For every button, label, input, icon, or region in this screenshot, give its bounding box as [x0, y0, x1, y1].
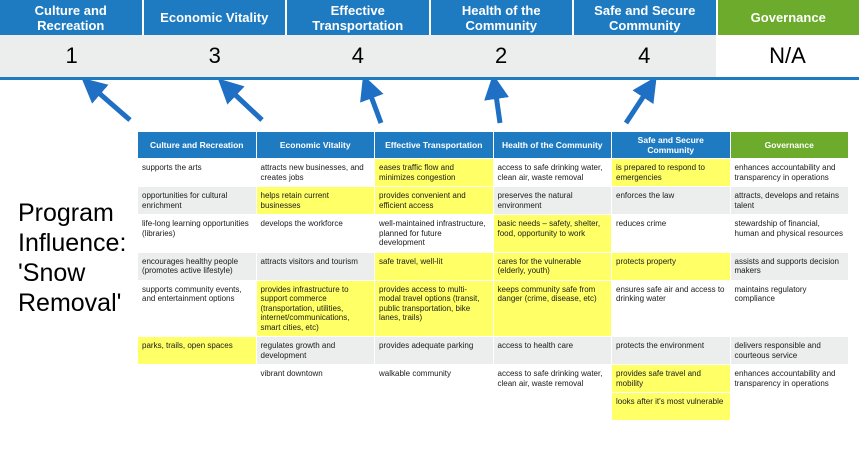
matrix-cell-r3-c3: cares for the vulnerable (elderly, youth)	[493, 252, 612, 280]
table-row	[138, 280, 849, 337]
arrows-svg	[0, 80, 859, 130]
matrix-cell-r0-c2: eases traffic flow and minimizes congestion	[375, 159, 494, 187]
matrix-col-governance: Governance	[730, 132, 849, 159]
matrix-cell-r5-c5: delivers responsible and courteous service	[730, 337, 849, 365]
matrix-cell-r7-c4: looks after it's most vulnerable	[612, 393, 731, 421]
scorecard-score-band	[0, 35, 859, 77]
matrix-cell-r1-c0: opportunities for cultural enrichment	[138, 187, 257, 215]
matrix-cell-r4-c5: maintains regulatory compliance	[730, 280, 849, 337]
arrow-1	[92, 87, 130, 120]
score-cell-2: 4	[286, 35, 429, 77]
matrix-cell-r4-c4: ensures safe air and access to drinking water	[612, 280, 731, 337]
matrix-cell-r5-c2: provides adequate parking	[375, 337, 494, 365]
header-cell-3: Health of the Community	[431, 0, 575, 35]
matrix-cell-r7-c3	[493, 393, 612, 421]
matrix-cell-r7-c5	[730, 393, 849, 421]
matrix-cell-r2-c2: well-maintained infrastructure, planned for future development	[375, 215, 494, 253]
header-cell-1: Economic Vitality	[144, 0, 288, 35]
scorecard-header-band	[0, 0, 859, 35]
arrow-4	[495, 88, 500, 123]
matrix-cell-r2-c4: reduces crime	[612, 215, 731, 253]
matrix-cell-r5-c4: protects the environment	[612, 337, 731, 365]
matrix-cell-r0-c4: is prepared to respond to emergencies	[612, 159, 731, 187]
influence-matrix-table	[137, 131, 849, 421]
score-cell-1: 3	[143, 35, 286, 77]
matrix-cell-r0-c0: supports the arts	[138, 159, 257, 187]
matrix-cell-r1-c2: provides convenient and efficient access	[375, 187, 494, 215]
matrix-cell-r7-c2	[375, 393, 494, 421]
matrix-cell-r0-c5: enhances accountability and transparency in operations	[730, 159, 849, 187]
header-underline	[0, 77, 859, 80]
matrix-cell-r6-c5: enhances accountability and transparency in operations	[730, 365, 849, 393]
table-row	[138, 393, 849, 421]
influence-arrows	[0, 80, 859, 130]
matrix-cell-r3-c1: attracts visitors and tourism	[256, 252, 375, 280]
matrix-cell-r2-c5: stewardship of financial, human and physical resources	[730, 215, 849, 253]
matrix-cell-r6-c2: walkable community	[375, 365, 494, 393]
matrix-cell-r0-c1: attracts new businesses, and creates jobs	[256, 159, 375, 187]
score-cell-3: 2	[430, 35, 573, 77]
table-row	[138, 159, 849, 187]
matrix-cell-r2-c3: basic needs – safety, shelter, food, opportunity to work	[493, 215, 612, 253]
matrix-cell-r6-c3: access to safe drinking water, clean air, waste removal	[493, 365, 612, 393]
table-row	[138, 252, 849, 280]
matrix-cell-r1-c4: enforces the law	[612, 187, 731, 215]
matrix-col-effective-transportation: Effective Transportation	[375, 132, 494, 159]
arrow-2	[228, 88, 262, 120]
matrix-cell-r0-c3: access to safe drinking water, clean air, waste removal	[493, 159, 612, 187]
score-cell-5: N/A	[716, 35, 859, 77]
header-cell-2: Effective Transportation	[287, 0, 431, 35]
matrix-cell-r4-c1: provides infrastructure to support commerce (transportation, utilities, internet/communications, smart cities, etc)	[256, 280, 375, 337]
matrix-cell-r1-c3: preserves the natural environment	[493, 187, 612, 215]
matrix-col-culture-and-recreation: Culture and Recreation	[138, 132, 257, 159]
matrix-cell-r7-c0	[138, 393, 257, 421]
table-row	[138, 365, 849, 393]
table-row	[138, 187, 849, 215]
table-row	[138, 215, 849, 253]
matrix-cell-r4-c2: provides access to multi-modal travel options (transit, public transportation, bike lanes, trails)	[375, 280, 494, 337]
program-influence-caption: Program Influence: 'Snow Removal'	[18, 199, 127, 317]
arrow-3	[368, 88, 381, 123]
matrix-body	[138, 159, 849, 421]
matrix-header-row	[138, 132, 849, 159]
matrix-cell-r3-c5: assists and supports decision makers	[730, 252, 849, 280]
matrix-cell-r3-c4: protects property	[612, 252, 731, 280]
matrix-cell-r1-c1: helps retain current businesses	[256, 187, 375, 215]
score-cell-0: 1	[0, 35, 143, 77]
matrix-cell-r4-c3: keeps community safe from danger (crime, disease, etc)	[493, 280, 612, 337]
matrix-cell-r6-c4: provides safe travel and mobility	[612, 365, 731, 393]
matrix-cell-r2-c0: life-long learning opportunities (libraries)	[138, 215, 257, 253]
matrix-cell-r3-c2: safe travel, well-lit	[375, 252, 494, 280]
score-cell-4: 4	[573, 35, 716, 77]
matrix-col-health-of-the-community: Health of the Community	[493, 132, 612, 159]
matrix-cell-r4-c0: supports community events, and entertainment options	[138, 280, 257, 337]
matrix-cell-r1-c5: attracts, develops and retains talent	[730, 187, 849, 215]
matrix-cell-r5-c1: regulates growth and development	[256, 337, 375, 365]
matrix-cell-r6-c0	[138, 365, 257, 393]
matrix-cell-r3-c0: encourages healthy people (promotes active lifestyle)	[138, 252, 257, 280]
header-cell-0: Culture and Recreation	[0, 0, 144, 35]
matrix-cell-r2-c1: develops the workforce	[256, 215, 375, 253]
matrix-cell-r5-c0: parks, trails, open spaces	[138, 337, 257, 365]
matrix-col-economic-vitality: Economic Vitality	[256, 132, 375, 159]
matrix-cell-r6-c1: vibrant downtown	[256, 365, 375, 393]
header-cell-5: Governance	[718, 0, 859, 35]
matrix-cell-r7-c1	[256, 393, 375, 421]
matrix-col-safe-and-secure-community: Safe and Secure Community	[612, 132, 731, 159]
arrow-5	[626, 88, 649, 123]
matrix-cell-r5-c3: access to health care	[493, 337, 612, 365]
header-cell-4: Safe and Secure Community	[574, 0, 718, 35]
table-row	[138, 337, 849, 365]
